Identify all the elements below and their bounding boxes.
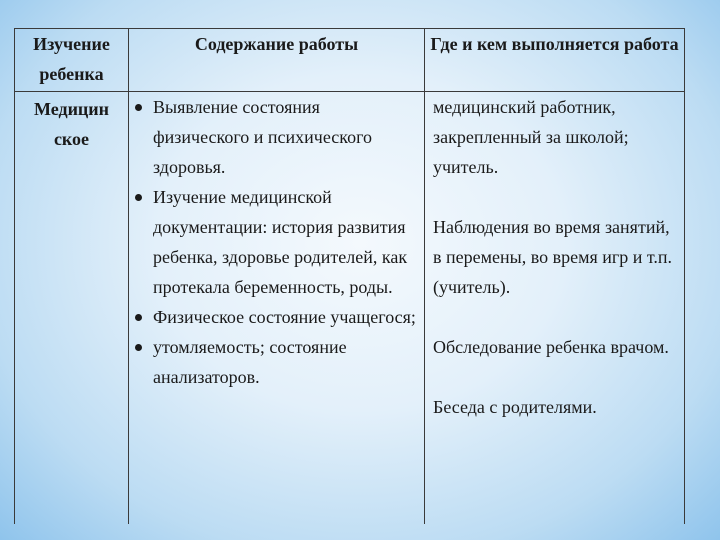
list-item: утомляемость; состояние анализаторов. (129, 332, 418, 392)
list-item: Выявление состояния физического и психического здоровья. (129, 92, 418, 182)
where-item: медицинский работник, закрепленный за школой; учитель. (433, 97, 629, 177)
table-row (15, 92, 685, 525)
category-medical: Медицин ское (15, 92, 129, 525)
work-content-list (129, 92, 424, 392)
header-study-child: Изучение ребенка (15, 29, 129, 92)
where-item: Беседа с родителями. (433, 397, 597, 417)
header-where-who: Где и кем выполняется работа (425, 29, 685, 92)
where-item: Обследование ребенка врачом. (433, 337, 669, 357)
work-content-cell (129, 92, 425, 525)
list-item: Изучение медицинской документации: история развития ребенка, здоровье родителей, как протекала беременность, роды. (129, 182, 418, 302)
list-item: Физическое состояние учащегося; (129, 302, 418, 332)
where-item: Наблюдения во время занятий, в перемены, во время игр и т.п. (учитель). (433, 217, 673, 297)
header-work-content: Содержание работы (129, 29, 425, 92)
study-table (14, 28, 685, 524)
header-row (15, 29, 685, 92)
where-who-cell (425, 92, 685, 525)
